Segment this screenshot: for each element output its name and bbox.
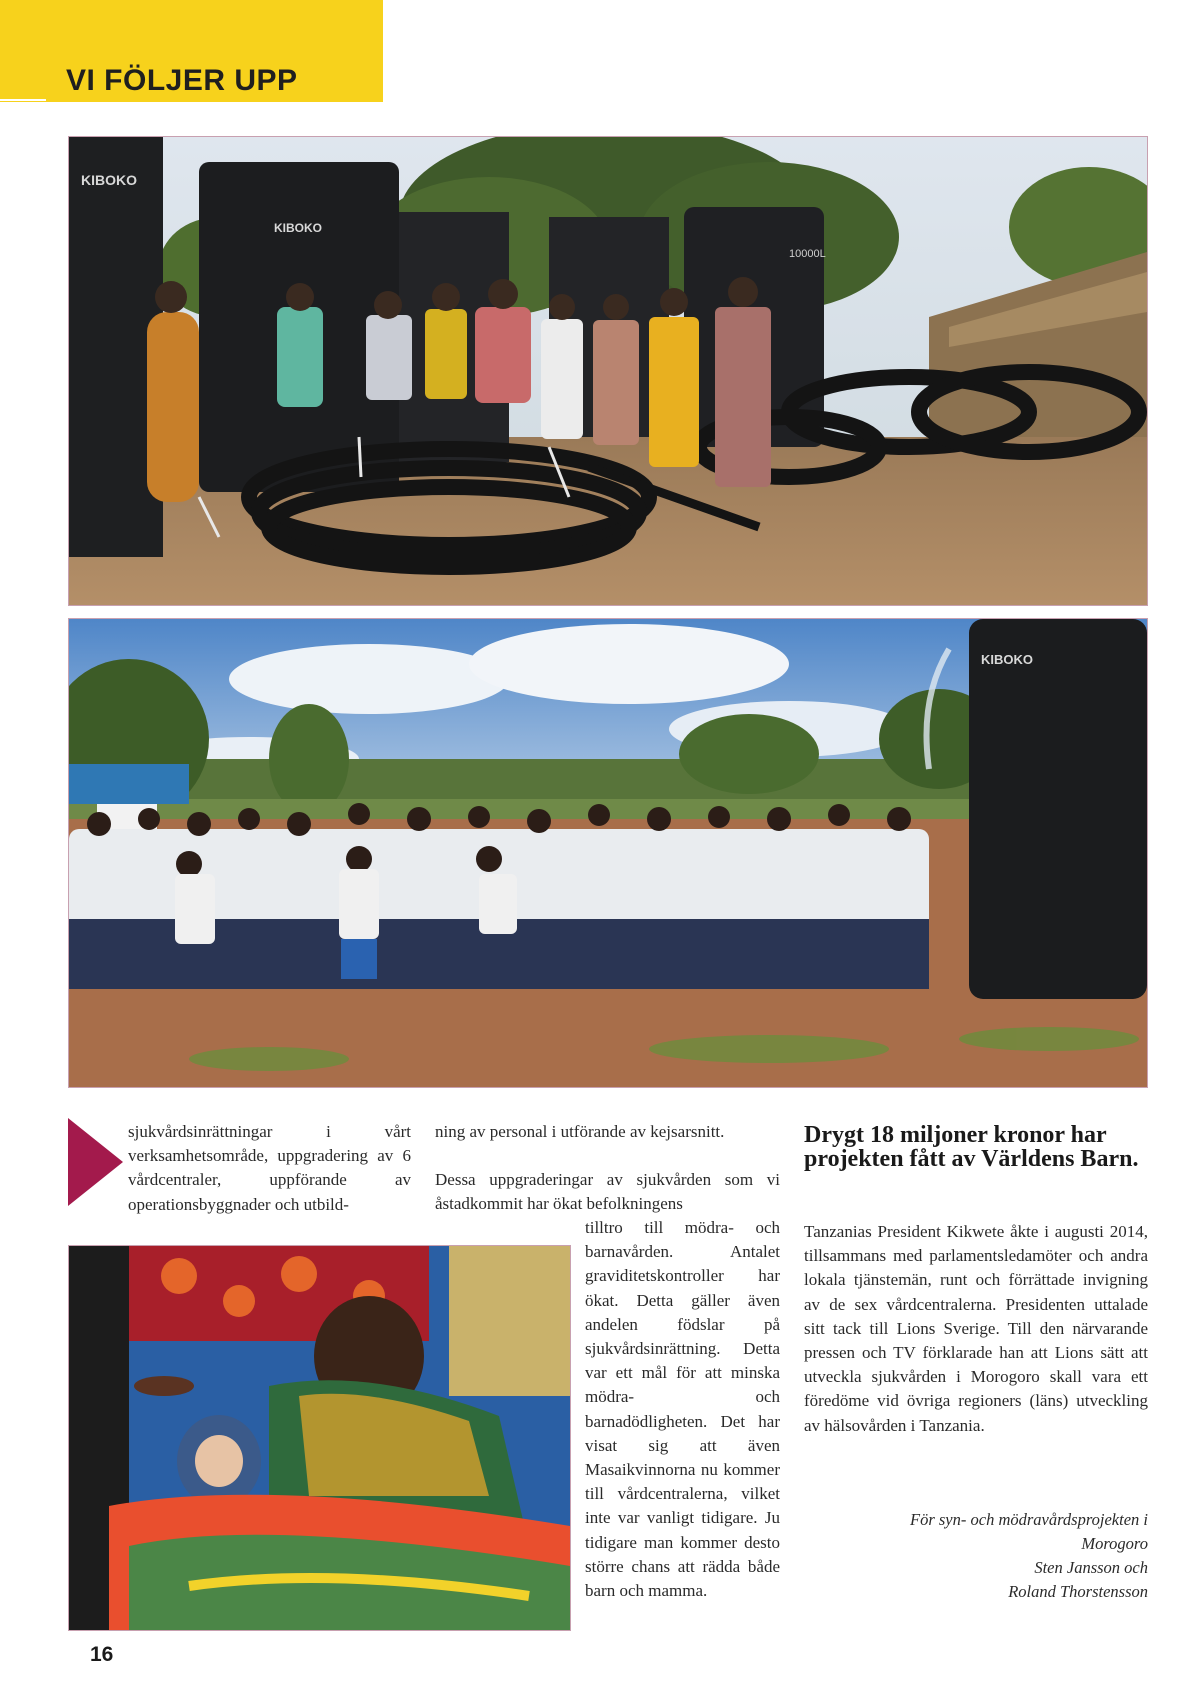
article-column-3: Tanzanias President Kikwete åkte i augusti 2014, tillsammans med parlamentsledamöter och andra lokala tjänstemän, runt och förrättade invigning av de sex vårdcentralerna. Presidenten uttalade sitt tack till Lions Sverige. Till den närvarande pressen och TV förklarade han att Lions sätt att utveckla sjukvården i Morogoro skall vara ett föredöme vid övriga regioners (läns) utveckling av hälsovården i Tanzania. <box>804 1222 1148 1435</box>
article-marker <box>68 1118 123 1206</box>
header-rule <box>0 99 46 101</box>
article-column-2-paragraph-2-rest: tilltro till mödra- och barnavården. Antalet graviditetskontroller har ökat. Detta gäller även andelen födslar på sjukvårdsinrättning. Detta var ett mål för att minska mödra- och barnadödligheten. Det har visat sig att även Masaikvinnorna nu kommer till vårdcentralerna, vilket inte var vanligt tidigare. Ju tidigare man kommer desto större chans att rädda både barn och mamma. <box>585 1218 780 1601</box>
mother-and-newborn-photo <box>68 1245 571 1631</box>
tank-label: KIBOKO <box>81 172 137 188</box>
section-title: VI FÖLJER UPP <box>66 64 298 97</box>
water-tanks-and-pipes-photo <box>68 136 1148 606</box>
article-signature <box>820 1508 1148 1604</box>
schoolchildren-photo <box>68 618 1148 1088</box>
tank-capacity-label: 10000L <box>789 248 826 260</box>
signature-line: Morogoro <box>1081 1534 1148 1553</box>
signature-line: Roland Thorstensson <box>1008 1582 1148 1601</box>
signature-line: För syn- och mödravårdsprojekten i <box>910 1510 1148 1529</box>
article-column-2-paragraph-2-lead: Dessa uppgraderingar av sjukvården som vi åstadkommit har ökat befolkningens <box>435 1170 780 1214</box>
tank-label: KIBOKO <box>981 652 1033 667</box>
article-column-2-paragraph-1: ning av personal i utförande av kejsarsnitt. <box>435 1122 725 1141</box>
article-column-1: sjukvårdsinrättningar i vårt verksamhetsområde, uppgradering av 6 vårdcentraler, uppförande av operationsbyggnader och utbild- <box>128 1122 411 1214</box>
signature-line: Sten Jansson och <box>1034 1558 1148 1577</box>
tank-label: KIBOKO <box>274 221 322 235</box>
article-heading: Drygt 18 miljoner kronor har projekten fått av Världens Barn. <box>804 1122 1139 1172</box>
page-number: 16 <box>90 1643 114 1666</box>
